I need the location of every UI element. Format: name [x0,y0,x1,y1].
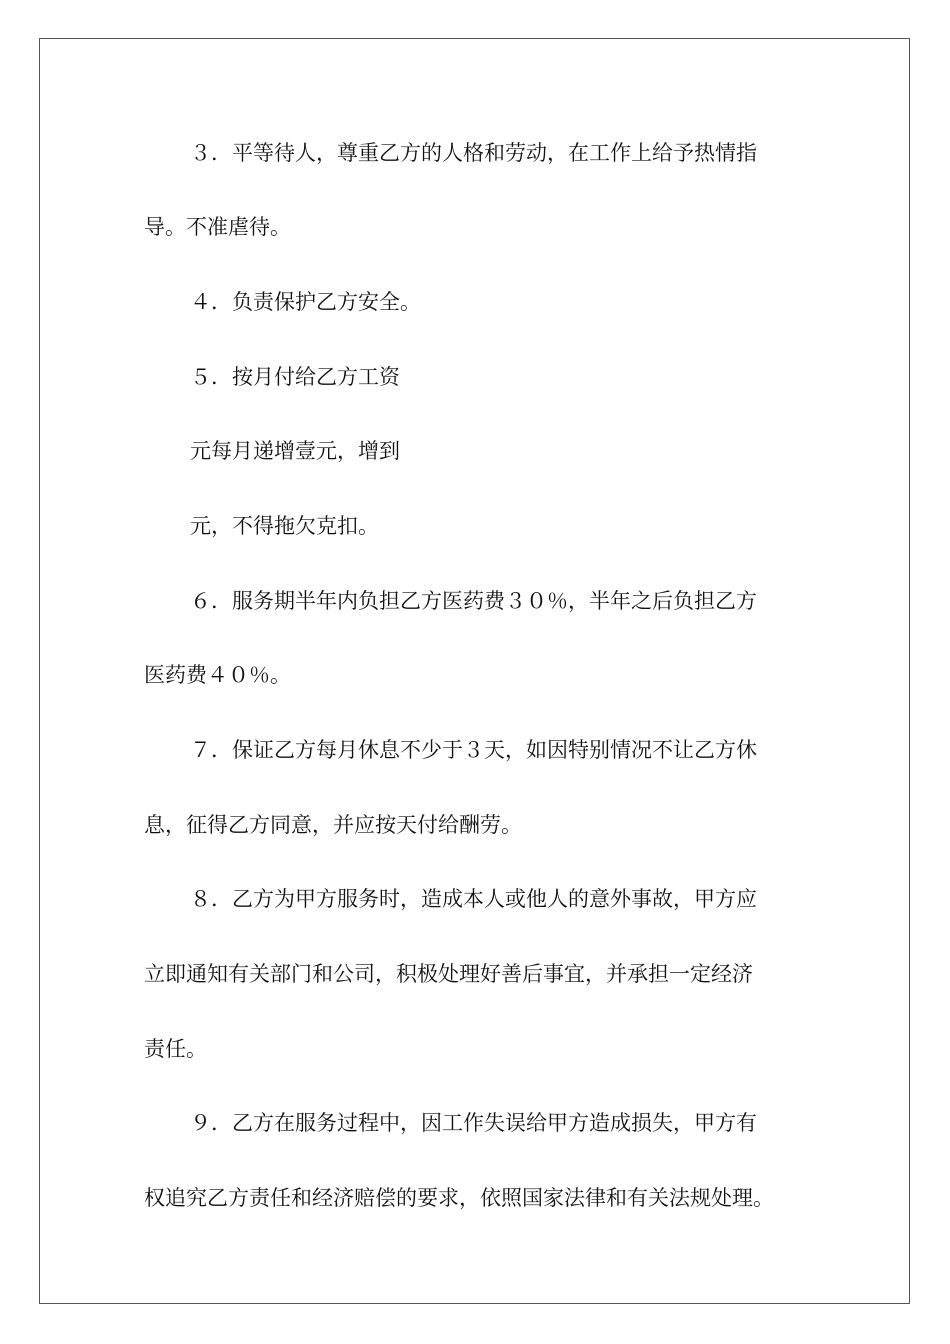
text-line-item8-b: 立即通知有关部门和公司，积极处理好善后事宜，并承担一定经济 [144,962,753,986]
text-line-item5-c: 元，不得拖欠克扣。 [190,514,379,538]
document-page [39,38,910,1304]
text-line-item7-b: 息，征得乙方同意，并应按天付给酬劳。 [144,813,522,837]
text-line-item5-a: ５．按月付给乙方工资 [190,365,400,389]
text-line-item3-b: 导。不准虐待。 [144,215,291,239]
text-line-item9-b: 权追究乙方责任和经济赔偿的要求，依照国家法律和有关法规处理。 [144,1186,774,1210]
text-line-item6-a: ６．服务期半年内负担乙方医药费３０％，半年之后负担乙方 [190,589,757,613]
text-line-item5-b: 元每月递增壹元，增到 [190,439,400,463]
text-line-item8-c: 责任。 [144,1037,207,1061]
text-line-item6-b: 医药费４０％。 [144,663,291,687]
text-line-item7-a: ７．保证乙方每月休息不少于３天，如因特别情况不让乙方休 [190,738,757,762]
text-line-item8-a: ８．乙方为甲方服务时，造成本人或他人的意外事故，甲方应 [190,887,757,911]
text-line-item4: ４．负责保护乙方安全。 [190,290,421,314]
text-line-item9-a: ９．乙方在服务过程中，因工作失误给甲方造成损失，甲方有 [190,1111,757,1135]
text-line-item3-a: ３．平等待人，尊重乙方的人格和劳动，在工作上给予热情指 [190,141,757,165]
